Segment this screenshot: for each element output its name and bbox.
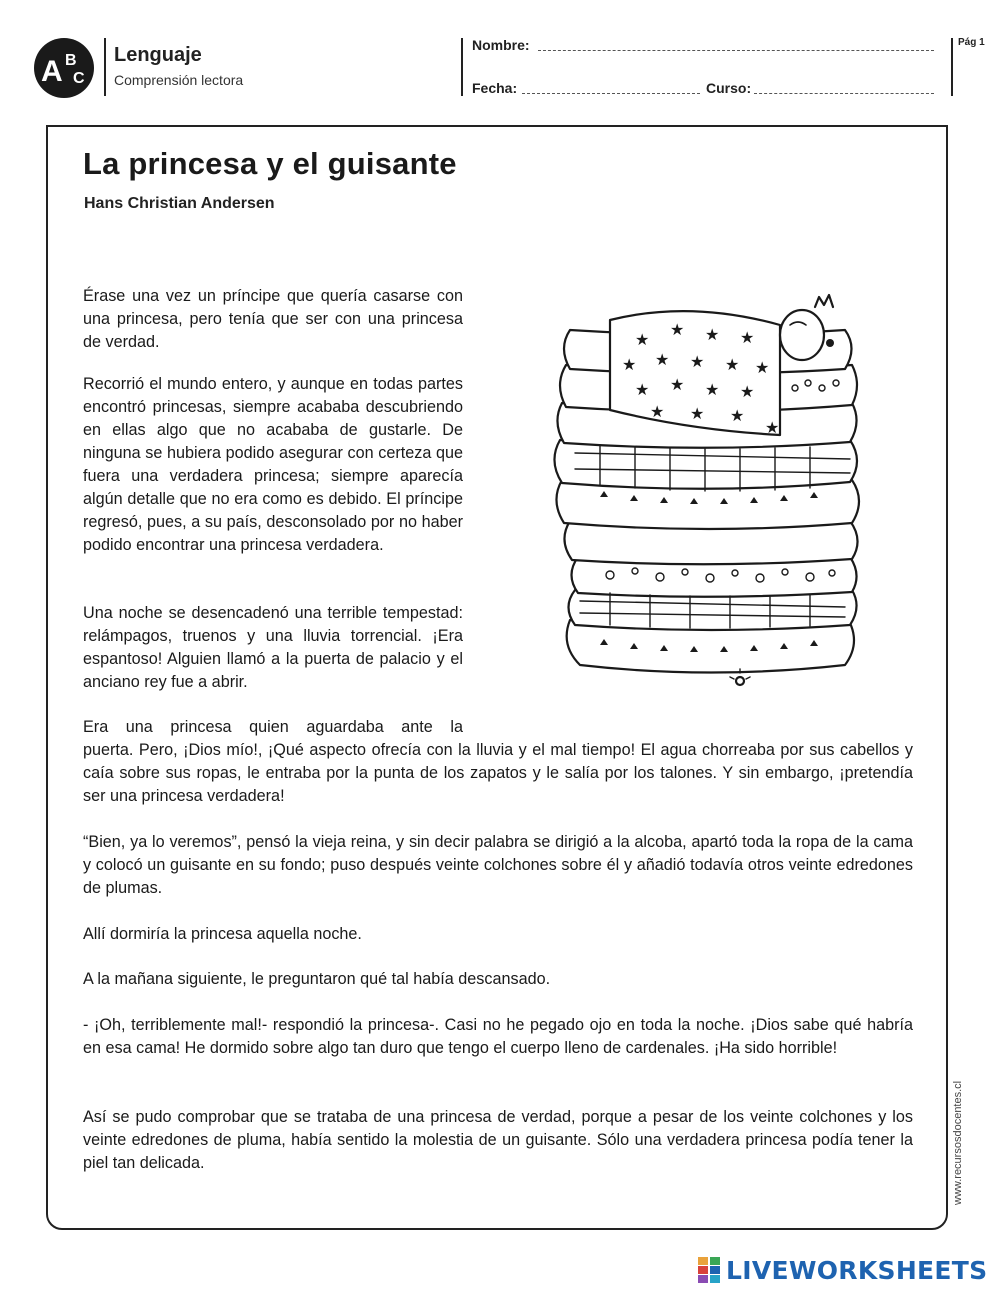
svg-text:★: ★	[690, 404, 705, 423]
paragraph-2: Recorrió el mundo entero, y aunque en todas partes encontró princesas, siempre acababa descubriendo en ellas algo que no acababa de gustarle. De ninguna se hubiera podido asegurar con certeza que fuera una verdadera princesa; siempre aparecía algún detalle que no era como es debido. El príncipe regresó, pues, a su país, desconsolado por no haber podido encontrar una princesa verdadera.	[83, 375, 463, 554]
svg-text:★: ★	[755, 358, 770, 377]
paragraph-9: Así se pudo comprobar que se trataba de una princesa de verdad, porque a pesar de los veinte colchones y los veinte edredones de pluma, había sentido la molestia de un guisante. Sólo una verdadera princesa podía tener la piel tan delicada.	[83, 1108, 913, 1172]
paragraph-4	[83, 716, 913, 808]
subject-subtitle: Comprensión lectora	[114, 72, 244, 88]
paragraph-8: - ¡Oh, terriblemente mal!- respondió la princesa-. Casi no he pegado ojo en toda la noche. ¡Dios sabe qué habría en esa cama! He dormido sobre algo tan duro que tengo el cuerpo lleno de cardenales. ¡Ha sido horrible!	[83, 1016, 913, 1057]
form-left-border	[461, 38, 463, 96]
form-right-border	[951, 38, 953, 96]
svg-text:★: ★	[740, 328, 755, 347]
page-number: Pág 1	[958, 37, 985, 48]
svg-text:★: ★	[622, 355, 637, 374]
paragraph-3: Una noche se desencadenó una terrible tempestad: relámpagos, truenos y una lluvia torrencial. ¡Era espantoso! Alguien llamó a la puerta de palacio y el anciano rey fue a abrir.	[83, 604, 463, 691]
logo-letter-a: A	[41, 55, 63, 88]
course-field[interactable]	[754, 93, 934, 94]
date-field[interactable]	[522, 93, 700, 94]
paragraph-4-rest: puerta. Pero, ¡Dios mío!, ¡Qué aspecto ofrecía con la lluvia y el mal tiempo! El agua chorreaba por sus cabellos y caía sobre sus ropas, le entraba por la punta de los zapatos y le salía por los talones. Y sin embargo, ¡pretendía ser una princesa verdadera!	[83, 741, 913, 805]
logo-letter-c: C	[73, 70, 85, 87]
name-label: Nombre:	[472, 37, 530, 53]
svg-text:★: ★	[670, 375, 685, 394]
story-author: Hans Christian Andersen	[84, 195, 275, 212]
course-label: Curso:	[706, 80, 752, 96]
svg-text:★: ★	[655, 350, 670, 369]
svg-text:★: ★	[635, 330, 650, 349]
svg-text:★: ★	[705, 325, 720, 344]
paragraph-1: Érase una vez un príncipe que quería casarse con una princesa, pero tenía que ser con una princesa de verdad.	[83, 287, 463, 351]
name-field[interactable]	[538, 50, 934, 51]
date-label: Fecha:	[472, 80, 518, 96]
story-title: La princesa y el guisante	[83, 146, 457, 181]
header-divider	[104, 38, 106, 96]
logo-letter-b: B	[65, 52, 77, 69]
website-credit: www.recursosdocentes.cl	[952, 1080, 964, 1205]
subject-title: Lenguaje	[114, 44, 202, 66]
abc-logo	[33, 37, 95, 99]
svg-text:★: ★	[725, 355, 740, 374]
svg-text:★: ★	[730, 406, 745, 425]
paragraph-4-first-line: Era una princesa quien aguardaba ante la	[83, 718, 463, 736]
svg-text:★: ★	[705, 380, 720, 399]
paragraph-7: A la mañana siguiente, le preguntaron qué tal había descansado.	[83, 970, 551, 988]
svg-text:★: ★	[740, 382, 755, 401]
svg-text:★: ★	[690, 352, 705, 371]
liveworksheets-text: LIVEWORKSHEETS	[726, 1255, 988, 1285]
paragraph-6: Allí dormiría la princesa aquella noche.	[83, 925, 362, 943]
paragraph-5: “Bien, ya lo veremos”, pensó la vieja reina, y sin decir palabra se dirigió a la alcoba, apartó toda la ropa de la cama y colocó un guisante en su fondo; puso después veinte colchones sobre él y añadió todavía otros veinte edredones de plumas.	[83, 833, 913, 897]
liveworksheets-brand[interactable]	[698, 1255, 987, 1285]
svg-text:★: ★	[635, 380, 650, 399]
liveworksheets-logo-icon	[698, 1257, 722, 1283]
svg-text:★: ★	[670, 320, 685, 339]
svg-text:★: ★	[650, 402, 665, 421]
mattress-stack-illustration	[540, 285, 865, 695]
svg-text:★: ★	[765, 418, 780, 437]
